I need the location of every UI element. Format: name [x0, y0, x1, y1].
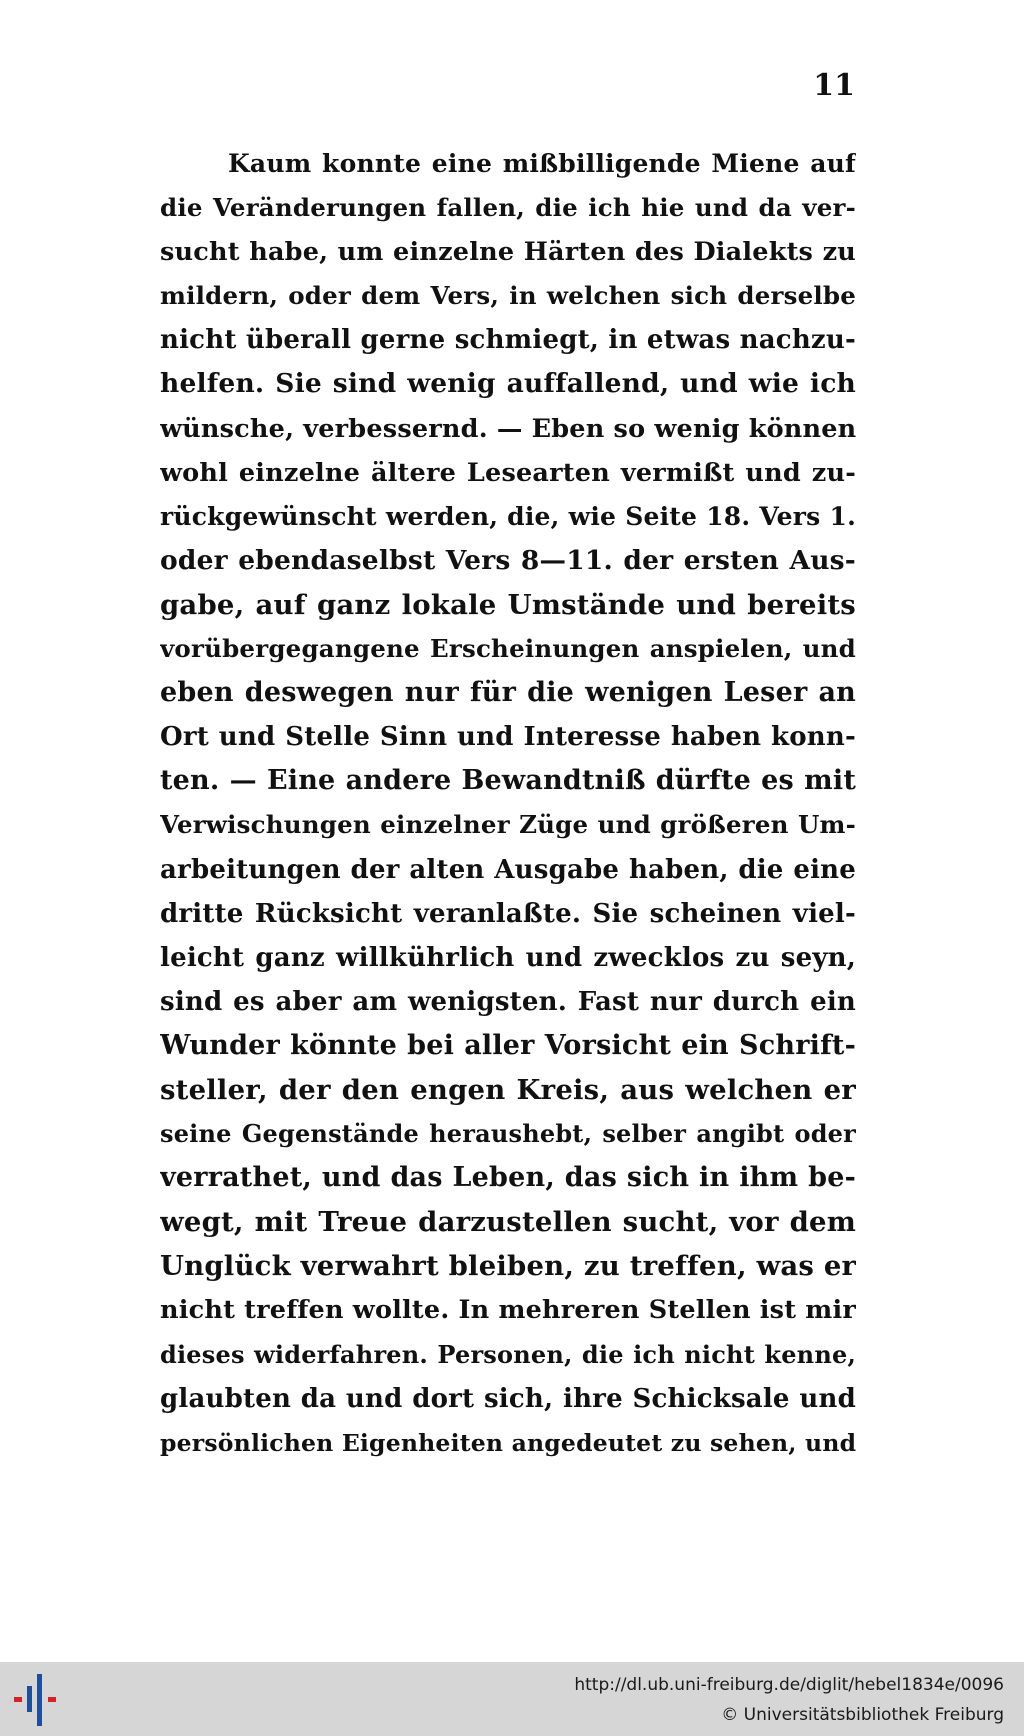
text-line: die Veränderungen fallen, die ich hie und da ver-	[160, 193, 856, 223]
text-line: sucht habe, um einzelne Härten des Dialekts zu	[160, 237, 856, 268]
text-line: Ort und Stelle Sinn und Interesse haben konn-	[160, 722, 856, 753]
text-line: persönlichen Eigenheiten angedeutet zu sehen, und	[160, 1428, 856, 1457]
text-line: nicht überall gerne schmiegt, in etwas nachzu-	[160, 325, 856, 356]
text-line: glaubten da und dort sich, ihre Schicksale und	[160, 1383, 856, 1414]
text-line: vorübergegangene Erscheinungen anspielen, und	[160, 634, 856, 664]
text-line: wegt, mit Treue darzustellen sucht, vor dem	[160, 1206, 856, 1239]
text-line: Wunder könnte bei aller Vorsicht ein Schrift-	[160, 1029, 856, 1061]
permalink-url[interactable]: http://dl.ub.uni-freiburg.de/diglit/hebel1834e/0096	[574, 1675, 1004, 1695]
text-line: wohl einzelne ältere Lesearten vermißt und zu-	[160, 457, 856, 488]
logo-blue-bar-left	[27, 1686, 32, 1712]
text-line: dritte Rücksicht veranlaßte. Sie scheinen viel-	[160, 898, 856, 929]
logo-red-dash-left	[14, 1697, 22, 1702]
text-line: dieses widerfahren. Personen, die ich nicht kenne,	[160, 1339, 856, 1369]
copyright-notice: © Universitätsbibliothek Freiburg	[721, 1705, 1004, 1725]
text-line: Kaum konnte eine mißbilligende Miene auf	[228, 149, 856, 178]
logo-red-dash-right	[48, 1697, 56, 1702]
text-line: steller, der den engen Kreis, aus welchen er	[160, 1073, 856, 1106]
text-line: mildern, oder dem Vers, in welchen sich derselbe	[160, 281, 856, 311]
text-line: nicht treffen wollte. In mehreren Stellen ist mir	[160, 1295, 856, 1326]
text-line: leicht ganz willkührlich und zwecklos zu seyn,	[160, 942, 856, 973]
logo-blue-bar-center	[37, 1674, 42, 1726]
text-line: verrathet, und das Leben, das sich in ihm be-	[160, 1162, 856, 1194]
body-text	[160, 142, 856, 1465]
text-line: eben deswegen nur für die wenigen Leser an	[160, 677, 856, 709]
page-number: 11	[813, 68, 855, 103]
text-line: ten. — Eine andere Bewandtniß dürfte es mit	[160, 765, 856, 797]
text-line: gabe, auf ganz lokale Umstände und bereits	[160, 588, 856, 621]
text-line: wünsche, verbessernd. — Eben so wenig können	[160, 413, 856, 444]
text-line: seine Gegenstände heraushebt, selber angibt oder	[160, 1119, 856, 1149]
text-line: helfen. Sie sind wenig auffallend, und wie ich	[160, 368, 856, 400]
text-line: Verwischungen einzelner Züge und größeren Um-	[160, 810, 856, 840]
ub-freiburg-logo-icon[interactable]	[12, 1670, 68, 1730]
viewer-footer-bar	[0, 1662, 1024, 1736]
text-line: arbeitungen der alten Ausgabe haben, die eine	[160, 854, 856, 885]
text-line: Unglück verwahrt bleiben, zu treffen, was er	[160, 1250, 856, 1283]
text-line: oder ebendaselbst Vers 8—11. der ersten Aus-	[160, 544, 856, 576]
text-line: sind es aber am wenigsten. Fast nur durch ein	[160, 986, 856, 1017]
text-line: rückgewünscht werden, die, wie Seite 18. Vers 1.	[160, 501, 856, 531]
